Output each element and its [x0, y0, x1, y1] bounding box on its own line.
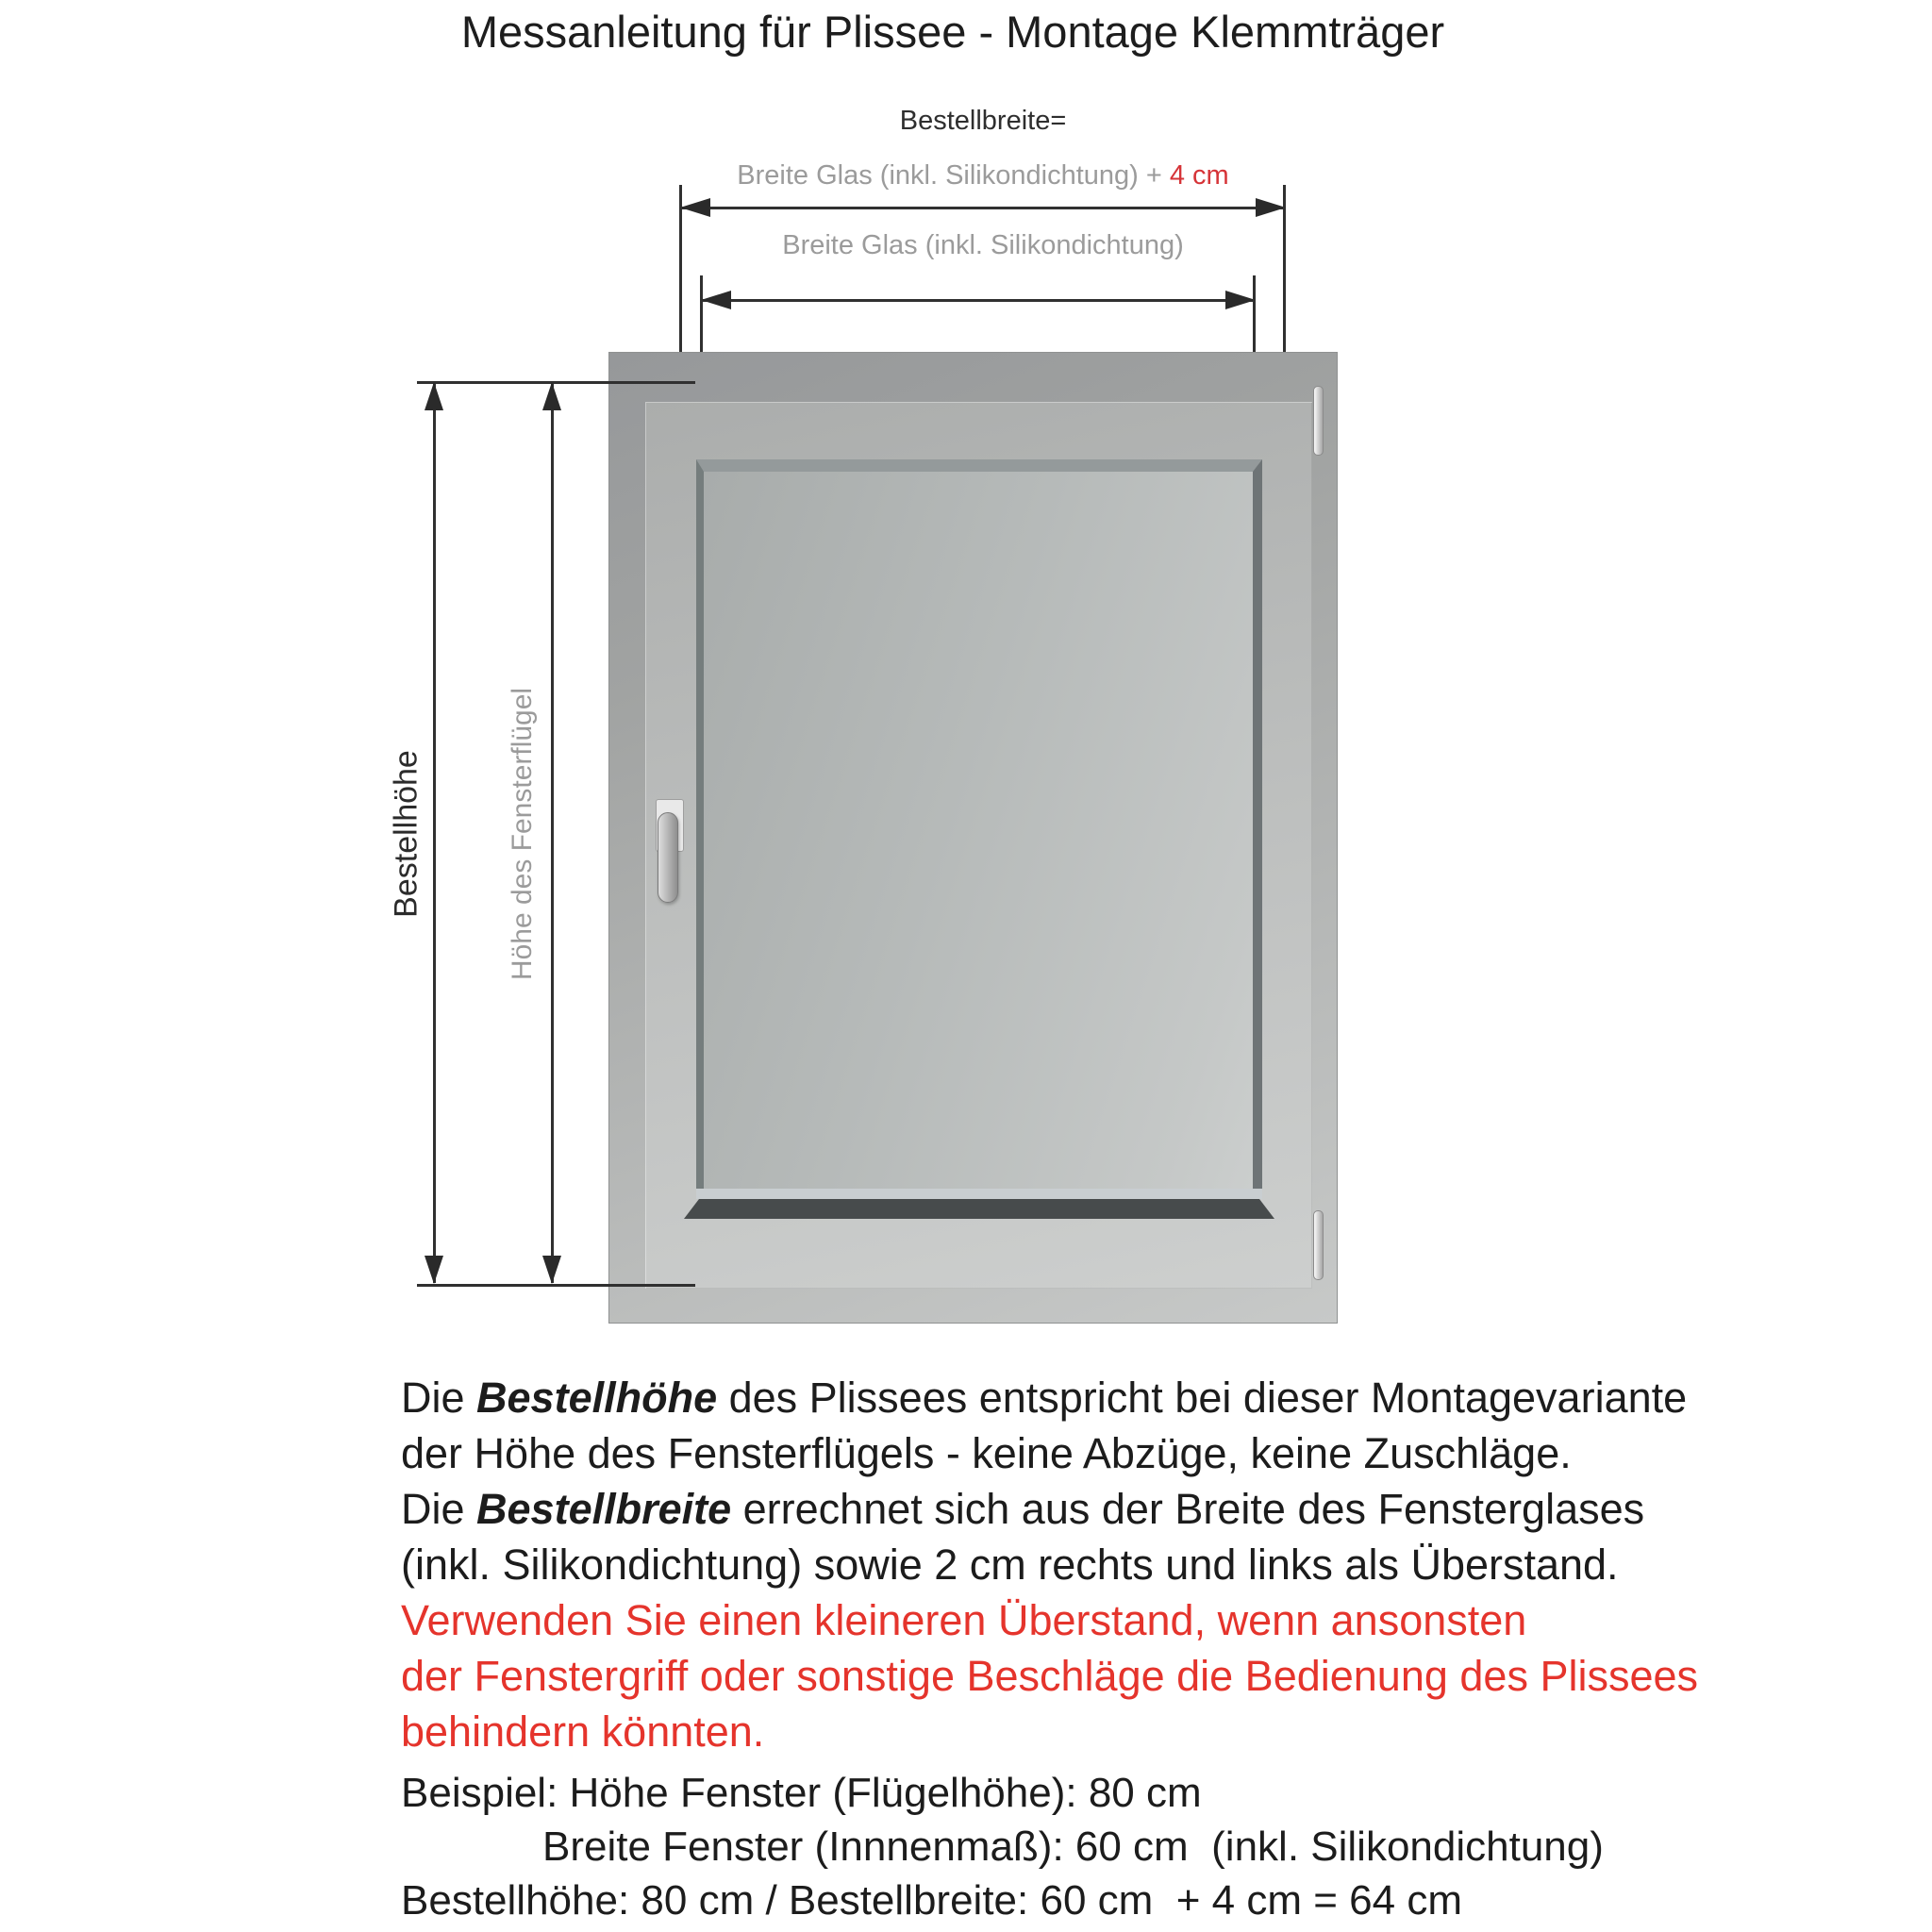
glass-bottom-seal [684, 1199, 1274, 1219]
breite-glas-plus-red-text: 4 cm [1169, 160, 1229, 191]
bestellbreite-label: Bestellbreite= [899, 106, 1067, 136]
arrowhead-left-icon [680, 198, 710, 217]
arrowhead-down-icon [542, 1256, 561, 1284]
window-frame [608, 352, 1338, 1324]
warning-line: der Fenstergriff oder sonstige Beschläge die Bedienung des Plissees [401, 1652, 1699, 1700]
arrowhead-left-icon [701, 291, 731, 309]
arrowhead-right-icon [1225, 291, 1256, 309]
example-block [401, 1766, 1604, 1927]
arrowhead-down-icon [425, 1256, 443, 1284]
breite-glas-plus-gray-text: Breite Glas (inkl. Silikondichtung) + [737, 160, 1170, 191]
paragraph-line: (inkl. Silikondichtung) sowie 2 cm rechts und links als Überstand. [401, 1541, 1619, 1589]
paragraph-line: Die Bestellbreite errechnet sich aus der Breite des Fensterglases [401, 1485, 1645, 1533]
breite-glas-label: Breite Glas (inkl. Silikondichtung) [782, 230, 1184, 260]
arrowhead-up-icon [425, 382, 443, 410]
example-line-3: Bestellhöhe: 80 cm / Bestellbreite: 60 cm + 4 cm = 64 cm [401, 1877, 1462, 1924]
explanation-paragraph [401, 1370, 1698, 1759]
hinge-top-icon [1313, 386, 1324, 456]
paragraph-line: Die Bestellhöhe des Plissees entspricht bei dieser Montagevariante [401, 1374, 1688, 1422]
warning-line: Verwenden Sie einen kleineren Überstand, wenn ansonsten [401, 1596, 1527, 1644]
arrowhead-right-icon [1256, 198, 1286, 217]
example-line-1: Beispiel: Höhe Fenster (Flügelhöhe): 80 cm [401, 1770, 1202, 1816]
bestellhoehe-label: Bestellhöhe [388, 750, 425, 918]
bestellhoehe-emphasis: Bestellhöhe [476, 1374, 718, 1422]
page-title: Messanleitung für Plissee - Montage Klemmträger [460, 7, 1445, 57]
window-handle-icon [658, 812, 678, 903]
bestellbreite-emphasis: Bestellbreite [476, 1485, 732, 1533]
fluegelhoehe-dimension-arrow [551, 383, 554, 1283]
arrowhead-up-icon [542, 382, 561, 410]
fluegelhoehe-label: Höhe des Fensterflügel [507, 687, 538, 981]
bestellhoehe-dimension-arrow [433, 383, 436, 1283]
window-glass [696, 459, 1262, 1189]
example-line-2: Breite Fenster (Innnenmaß): 60 cm (inkl. Silikondichtung) [542, 1824, 1604, 1870]
height-tick-bottom [417, 1284, 695, 1287]
breite-glas-dimension-arrow [702, 299, 1255, 302]
bestellbreite-dimension-arrow [681, 207, 1285, 209]
breite-glas-plus-label [558, 160, 1407, 192]
glass-bottom-highlight [696, 1189, 1262, 1199]
hinge-bottom-icon [1313, 1210, 1324, 1280]
warning-line: behindern könnten. [401, 1707, 765, 1756]
paragraph-line: der Höhe des Fensterflügels - keine Abzüge, keine Zuschläge. [401, 1429, 1572, 1477]
